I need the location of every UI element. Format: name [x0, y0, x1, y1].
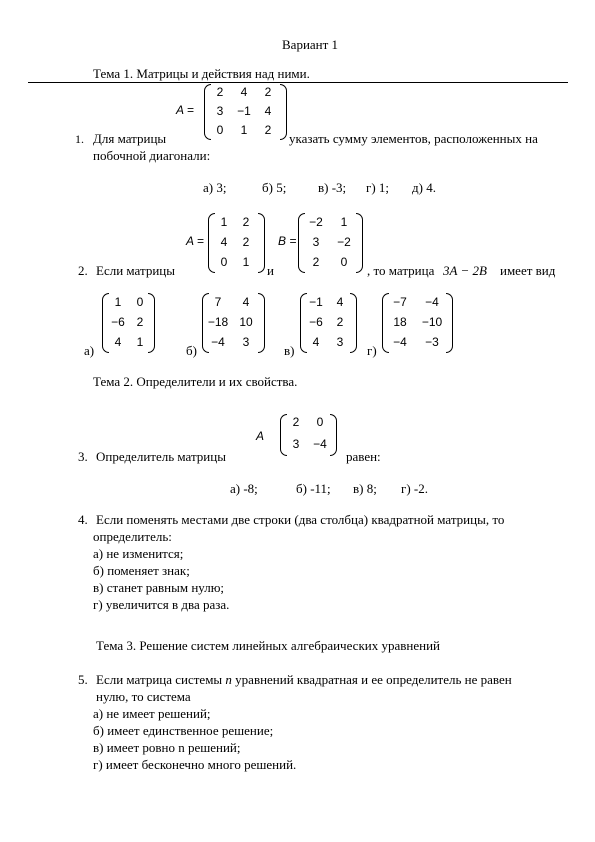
q2-option-a-cell: −6: [111, 315, 125, 329]
q1-text-c: побочной диагонали:: [93, 148, 211, 163]
q3-number: 3.: [78, 449, 88, 464]
q3-cell: 3: [292, 437, 300, 451]
q5-n-variable: n: [225, 672, 232, 687]
q2-option-c-cell: 2: [336, 315, 344, 329]
q2-option-label-c: в): [284, 343, 295, 358]
topic-3-heading: Тема 3. Решение систем линейных алгебраических уравнений: [96, 638, 440, 653]
q3-cell: 2: [292, 415, 300, 429]
q2-option-c-cell: 4: [312, 335, 320, 349]
q2-option-d-matrix: [380, 292, 456, 354]
q3-text-a: Определитель матрицы: [96, 449, 226, 464]
q2-matrix-a: [206, 212, 268, 274]
variant-title: Вариант 1: [282, 37, 339, 52]
q1-cell: 4: [264, 104, 272, 118]
q4-text-b: определитель:: [93, 529, 172, 544]
q2-option-label-b: б): [186, 343, 197, 358]
q1-answer-b: б) 5;: [262, 180, 287, 195]
q2-option-b-cell: −18: [207, 315, 229, 329]
q4-answer-c: в) станет равным нулю;: [93, 580, 225, 595]
q5-text-a: Если матрица системы: [96, 672, 223, 687]
q2-b-cell: 3: [312, 235, 320, 249]
q1-cell: 0: [216, 123, 224, 137]
q1-cell: 2: [264, 123, 272, 137]
q3-text-b: равен:: [346, 449, 381, 464]
q2-text-c: имеет вид: [500, 263, 556, 278]
q2-b-label: B =: [278, 234, 297, 248]
q2-b-cell: −2: [337, 235, 351, 249]
q3-answer-c: в) 8;: [353, 481, 377, 496]
q2-a-cell: 1: [242, 255, 250, 269]
q3-answer-a: а) -8;: [230, 481, 258, 496]
q1-matrix: [200, 82, 290, 142]
q2-matrix-b: [296, 212, 366, 274]
q5-answer-c: в) имеет ровно n решений;: [93, 740, 241, 755]
q2-option-b-cell: 3: [242, 335, 250, 349]
topic-1-heading: Тема 1. Матрицы и действия над ними.: [93, 66, 310, 81]
q2-matrix-b-right-paren: [356, 213, 363, 273]
q1-cell: −1: [237, 104, 251, 118]
q2-option-d-cell: −10: [421, 315, 443, 329]
q2-text-b: , то матрица: [367, 263, 435, 278]
q2-option-b-matrix: [200, 292, 266, 354]
q2-option-c-cell: 3: [336, 335, 344, 349]
q2-option-c-matrix: [298, 292, 358, 354]
q1-matrix-label: A =: [176, 103, 194, 117]
q1-answer-e: д) 4.: [412, 180, 436, 195]
q2-b-cell: −2: [309, 215, 323, 229]
q5-number: 5.: [78, 672, 88, 687]
q2-option-a-cell: 1: [136, 335, 144, 349]
q2-option-c-cell: −6: [309, 315, 323, 329]
q2-option-label-d: г): [367, 343, 377, 358]
q2-a-cell: 4: [220, 235, 228, 249]
q2-b-cell: 0: [340, 255, 348, 269]
q2-a-label: A =: [186, 234, 204, 248]
q2-option-b-cell: 10: [239, 315, 253, 329]
q1-cell: 3: [216, 104, 224, 118]
q2-option-b-cell: 7: [214, 295, 222, 309]
q1-text-a: Для матрицы: [93, 131, 167, 146]
q5-text-c: нулю, то система: [96, 689, 191, 704]
q4-text-a: Если поменять местами две строки (два столбца) квадратной матрицы, то: [96, 512, 505, 527]
q2-number: 2.: [78, 263, 88, 278]
q2-option-a-cell: 2: [136, 315, 144, 329]
q3-answer-b: б) -11;: [296, 481, 331, 496]
q2-option-d-cell: −7: [393, 295, 407, 309]
q1-cell: 2: [216, 85, 224, 99]
q2-option-d-right-paren: [446, 293, 453, 353]
q2-a-cell: 2: [242, 215, 250, 229]
q5-answer-b: б) имеет единственное решение;: [93, 723, 274, 738]
topic-2-heading: Тема 2. Определители и их свойства.: [93, 374, 298, 389]
q4-answer-b: б) поменяет знак;: [93, 563, 190, 578]
q2-option-d-cell: 18: [393, 315, 407, 329]
q2-option-c-cell: −1: [309, 295, 323, 309]
q1-cell: 1: [240, 123, 248, 137]
q1-cell: 2: [264, 85, 272, 99]
q2-option-a-cell: 4: [114, 335, 122, 349]
q2-a-cell: 2: [242, 235, 250, 249]
q2-option-label-a: а): [84, 343, 95, 358]
q5-answer-a: а) не имеет решений;: [93, 706, 211, 721]
q1-cell: 4: [240, 85, 248, 99]
q2-matrix-a-right-paren: [258, 213, 265, 273]
q3-matrix: [278, 413, 340, 457]
q2-a-cell: 1: [220, 215, 228, 229]
q3-cell: 0: [316, 415, 324, 429]
topic-1-rule: [28, 82, 568, 83]
q1-answer-c: в) -3;: [318, 180, 347, 195]
q4-answer-a: а) не изменится;: [93, 546, 184, 561]
q5-answer-d: г) имеет бесконечно много решений.: [93, 757, 297, 772]
q3-answer-d: г) -2.: [401, 481, 428, 496]
q2-option-d-cell: −4: [425, 295, 439, 309]
q2-b-cell: 2: [312, 255, 320, 269]
q2-option-b-cell: 4: [242, 295, 250, 309]
q4-number: 4.: [78, 512, 88, 527]
q2-option-a-matrix: [100, 292, 158, 354]
q1-matrix-right-paren: [280, 84, 287, 140]
q3-matrix-label: A: [256, 429, 265, 443]
q5-text-line-1: [96, 672, 512, 688]
q1-answer-a: а) 3;: [203, 180, 227, 195]
q2-b-cell: 1: [340, 215, 348, 229]
q3-cell: −4: [313, 437, 327, 451]
q2-text-a: Если матрицы: [96, 263, 175, 278]
q2-a-cell: 0: [220, 255, 228, 269]
q2-option-c-cell: 4: [336, 295, 344, 309]
q2-option-d-cell: −3: [425, 335, 439, 349]
q2-expression: 3A − 2B: [443, 263, 487, 278]
q2-option-d-cell: −4: [393, 335, 407, 349]
q1-number: 1.: [75, 132, 84, 146]
q2-option-a-cell: 1: [114, 295, 122, 309]
q2-option-b-cell: −4: [211, 335, 225, 349]
q5-text-b: уравнений квадратная и ее определитель не равен: [235, 672, 512, 687]
q1-answer-d: г) 1;: [366, 180, 390, 195]
q2-option-a-cell: 0: [136, 295, 144, 309]
q1-text-b: указать сумму элементов, расположенных на: [289, 131, 538, 146]
q2-text-and: и: [267, 263, 274, 278]
q2-option-b-right-paren: [258, 293, 265, 353]
q4-answer-d: г) увеличится в два раза.: [93, 597, 230, 612]
